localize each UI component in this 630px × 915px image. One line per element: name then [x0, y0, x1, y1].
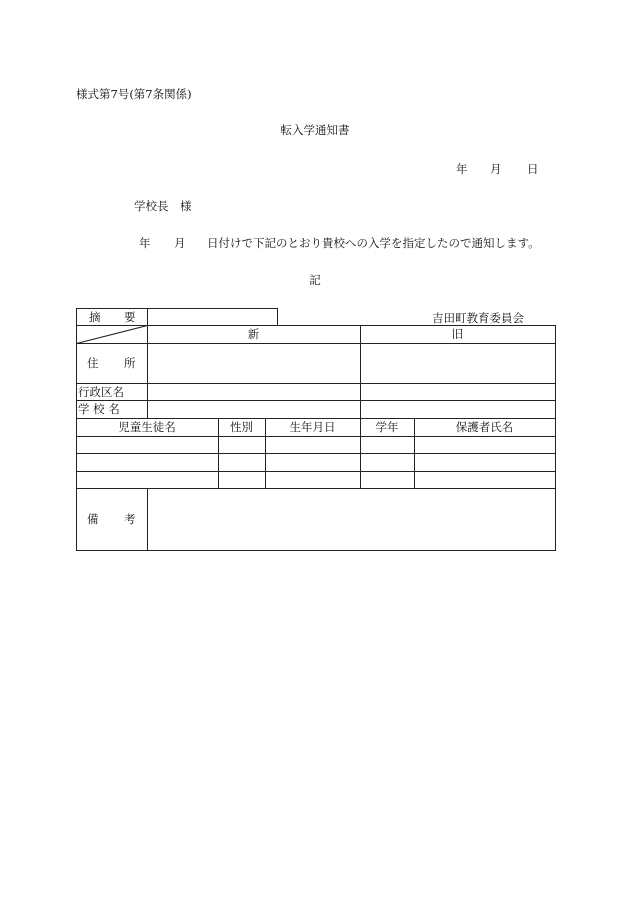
summary-box	[77, 309, 278, 326]
body-month: 月	[174, 236, 186, 250]
date-day: 日	[527, 162, 539, 176]
date-month: 月	[490, 162, 502, 176]
body-text: 日付けで下記のとおり貴校への入学を指定したので通知します。	[207, 236, 540, 250]
remarks-label-2: 考	[124, 512, 136, 526]
remarks-label-1: 備	[87, 512, 99, 526]
summary-label-1: 摘	[89, 310, 101, 324]
address-label-2: 所	[124, 356, 136, 370]
header-guardian: 保護者氏名	[455, 420, 514, 434]
form-number: 様式第7号(第7条関係)	[76, 87, 192, 101]
body-year: 年	[139, 236, 151, 250]
main-table-border	[77, 326, 556, 551]
school-label: 学 校 名	[78, 402, 120, 416]
header-birthdate: 生年月日	[289, 420, 336, 434]
col-header-old: 旧	[451, 327, 464, 341]
addressee: 学校長 様	[134, 199, 192, 213]
summary-label-2: 要	[124, 310, 136, 324]
district-label: 行政区名	[78, 385, 124, 399]
date-year: 年	[456, 162, 468, 176]
col-header-new: 新	[247, 327, 260, 341]
corner-diagonal	[77, 326, 148, 344]
ki-mark: 記	[309, 273, 321, 287]
header-student-name: 児童生徒名	[118, 420, 176, 434]
address-label-1: 住	[87, 356, 99, 370]
header-grade: 学年	[375, 420, 399, 434]
issuer: 吉田町教育委員会	[432, 311, 524, 325]
header-gender: 性別	[230, 420, 253, 434]
document-title: 転入学通知書	[280, 123, 350, 137]
